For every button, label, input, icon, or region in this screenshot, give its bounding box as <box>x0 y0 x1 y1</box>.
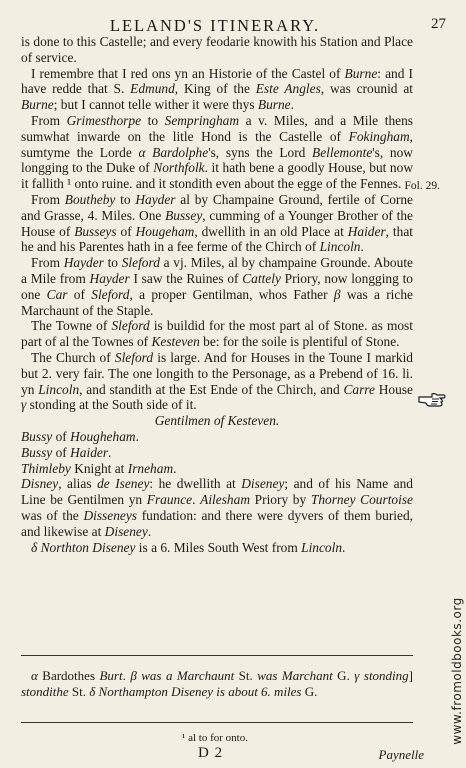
text-run: is large. And for Houses in the Toune I markid but 2. very fair. The one longith to the Personage, as a Prebend of 16. li. yn <box>21 349 413 397</box>
italic-run: α <box>31 668 38 683</box>
signature-mark: D 2 <box>198 745 224 761</box>
text-run: House <box>374 381 413 397</box>
italic-run: Bussy <box>21 428 53 444</box>
italic-run: Car <box>46 286 68 302</box>
italic-run: Sleford <box>114 349 154 365</box>
italic-run: Busseys <box>74 223 117 239</box>
paragraph <box>21 540 413 556</box>
text-run: : he dwellith at <box>149 476 242 492</box>
text-run: of <box>116 223 136 239</box>
italic-run: Diseney <box>104 523 148 539</box>
text-run: The Church of <box>31 349 115 365</box>
text-run: 's, syns the Lord <box>208 144 313 160</box>
text-run: From <box>31 112 67 128</box>
italic-run: Diseney <box>241 476 285 492</box>
text-run: . <box>360 239 364 255</box>
italic-run: Disseneys <box>83 507 138 523</box>
italic-run: Bellemonte <box>312 144 373 160</box>
text-run: . <box>122 668 131 683</box>
paragraph <box>21 350 413 413</box>
text-run: to <box>115 191 136 207</box>
body-text <box>21 34 413 555</box>
text-run: was a riche Marchaunt of the Staple. <box>21 286 413 318</box>
text-run: , cumming of a Younger Brother of the House of <box>21 207 413 239</box>
text-run: of <box>52 428 71 444</box>
text-run: 's, now longging to the Duke of <box>21 144 413 176</box>
text-run: Bardothes <box>37 668 100 683</box>
text-run: fundation: and there were dyvers of them buried, and likewise at <box>21 507 413 539</box>
text-run: , and standith at the Est Ende of the Chirch, and <box>79 381 344 397</box>
italic-run: β <box>333 286 341 302</box>
text-run: The Towne of <box>31 318 112 334</box>
text-run: From <box>31 191 65 207</box>
footnote <box>21 668 413 699</box>
text-run: of <box>67 286 92 302</box>
italic-run: Sleford <box>91 286 130 302</box>
text-run: . <box>173 460 177 476</box>
gentry-entry <box>21 461 413 477</box>
text-run: . <box>192 492 201 508</box>
watermark <box>450 576 464 766</box>
text-run: , that he and his Parentes hath in a fee ferme of the Chirch of <box>21 223 413 255</box>
italic-run: Kesteven <box>151 334 200 350</box>
italic-run: γ stonding <box>354 668 409 683</box>
text-run: , a proper Gentilman, whos Father <box>129 286 334 302</box>
bottom-note: ¹ al to for onto. <box>182 732 248 744</box>
text-run: : and I have redde that S. <box>21 65 413 97</box>
text-run: I saw the Ruines of <box>129 270 243 286</box>
paragraph <box>21 34 413 66</box>
italic-run: Bussey <box>165 207 203 223</box>
italic-run: δ Northampton Diseney is about 6. miles <box>89 683 302 699</box>
text-run: to <box>103 255 122 271</box>
italic-run: Fokingham <box>348 128 410 144</box>
italic-run: Bussy <box>21 444 53 460</box>
text-run: ; and of his Name and Line be Gentilmen yn <box>21 476 413 508</box>
paragraph <box>21 255 413 318</box>
paragraph <box>21 192 413 255</box>
text-run: , King of the <box>174 81 256 97</box>
italic-run: Burt <box>99 668 123 683</box>
italic-run: Lincoln <box>301 539 343 555</box>
text-run: stonding at the South side of it. <box>26 397 197 413</box>
paragraph <box>21 318 413 350</box>
text-run: St. <box>234 668 258 683</box>
footnotes <box>21 668 413 699</box>
text-run: . <box>147 523 152 539</box>
italic-run: de Iseney <box>97 476 150 492</box>
gentry-entry <box>21 445 413 461</box>
text-run: , sumtyme the Lorde <box>21 128 413 160</box>
paragraph <box>21 66 413 113</box>
italic-run: Burne <box>21 97 54 113</box>
text-run: a v. Miles, and a Mile thens sumwhat inwarde on the litle Hond is the Castelle of <box>21 112 413 144</box>
gentry-entry <box>21 476 413 539</box>
running-head: LELAND'S ITINERARY. <box>109 16 321 35</box>
text-run: a vj. Miles, al by champaine Grounde. Aboute a Mile from <box>21 255 413 286</box>
italic-run: Haider <box>347 223 386 239</box>
text-run: . <box>342 539 346 555</box>
footnote-rule-top <box>21 655 413 656</box>
gentry-entry <box>21 429 413 445</box>
text-run: Priory by <box>250 492 311 508</box>
text-run: I remembre that I red ons yn an Historie of the Castel of <box>31 65 345 81</box>
italic-run: Northton Diseney <box>40 539 136 555</box>
italic-run: Lincoln <box>319 239 361 255</box>
text-run: be: for the soile is plentiful of Stone. <box>199 334 400 350</box>
italic-run: Hayder <box>135 191 176 207</box>
text-run: . <box>108 444 112 460</box>
italic-run: Sleford <box>121 255 160 271</box>
text-run: , was crounid at <box>320 81 413 97</box>
italic-run: Disney <box>21 476 59 492</box>
italic-run: Thorney Courtoise <box>310 492 413 508</box>
italic-run: Hayder <box>63 255 104 271</box>
folio-margin-note: Fol. 29. <box>404 180 440 192</box>
italic-run: Northfolk <box>153 160 205 176</box>
text-run: , alias <box>58 476 98 492</box>
italic-run: Sempringham <box>164 112 240 128</box>
text-run: al by Champaine Ground, fertile of Corne and Grasse, 4. Miles. One <box>21 191 413 223</box>
text-run: . <box>290 97 294 113</box>
italic-run: Hougeham <box>135 223 195 239</box>
italic-run: β was a Marchaunt <box>130 668 235 683</box>
italic-run: Lincoln <box>38 381 80 397</box>
italic-run: α <box>138 144 146 160</box>
text-run: was of the <box>21 507 84 523</box>
italic-run: Bardolphe <box>152 144 209 160</box>
italic-run: Burne <box>257 97 291 113</box>
italic-run: Fraunce <box>146 492 193 508</box>
text-run: G. <box>301 683 318 699</box>
italic-run: Hougheham <box>70 428 136 444</box>
page-number: 27 <box>431 16 446 32</box>
section-heading <box>21 413 413 429</box>
pointing-hand-icon <box>418 391 448 409</box>
italic-run: Este Angles <box>255 81 321 97</box>
italic-run: Hayder <box>89 270 130 286</box>
italic-run: stondithe <box>21 683 69 699</box>
text-run: From <box>31 255 64 271</box>
text-run: to <box>141 112 165 128</box>
italic-run: δ <box>31 539 38 555</box>
text-run: is a 6. Miles South West from <box>135 539 302 555</box>
text-run: Knight at <box>70 460 128 476</box>
text-run: ] <box>408 668 414 683</box>
italic-run: Thimleby <box>21 460 71 476</box>
italic-run: Cattely <box>242 270 281 286</box>
italic-run: Haider <box>70 444 109 460</box>
italic-run: Edmund <box>130 81 175 97</box>
italic-run: Carre <box>343 381 375 397</box>
text-run: is done to this Castelle; and every feodarie knowith his Station and Place of service. <box>21 34 413 65</box>
italic-run: Sleford <box>111 318 150 334</box>
text-run: ; but I cannot telle wither it were thys <box>53 97 258 113</box>
watermark-text: www.fromoldbooks.org <box>450 597 464 745</box>
text-run: G. <box>332 668 355 683</box>
text-run: is buildid for the most part al of Stone. as most part of al the Townes of <box>21 318 413 350</box>
italic-run: γ <box>21 397 27 413</box>
italic-run: Ailesham <box>200 492 250 508</box>
text-run: , dwellith in an old Place at <box>194 223 348 239</box>
text-run: St. <box>68 683 90 699</box>
italic-run: Boutheby <box>64 191 116 207</box>
paragraph <box>21 113 413 192</box>
text-run: of <box>52 444 71 460</box>
catchword: Paynelle <box>378 747 424 762</box>
italic-run: Gentilmen of Kesteven. <box>154 413 280 429</box>
text-run: . it hath bene a goodly House, but now it fallith ¹ onto ruine. and it stondith even about the egge of the Fennes. <box>21 160 413 192</box>
text-run: Priory, now longging to one <box>21 270 413 302</box>
italic-run: Burne <box>344 65 378 81</box>
italic-run: Irneham <box>127 460 174 476</box>
italic-run: Grimesthorpe <box>66 112 142 128</box>
footnote-rule-bottom <box>21 722 413 723</box>
italic-run: was Marchant <box>257 668 333 683</box>
text-run: . <box>135 428 139 444</box>
